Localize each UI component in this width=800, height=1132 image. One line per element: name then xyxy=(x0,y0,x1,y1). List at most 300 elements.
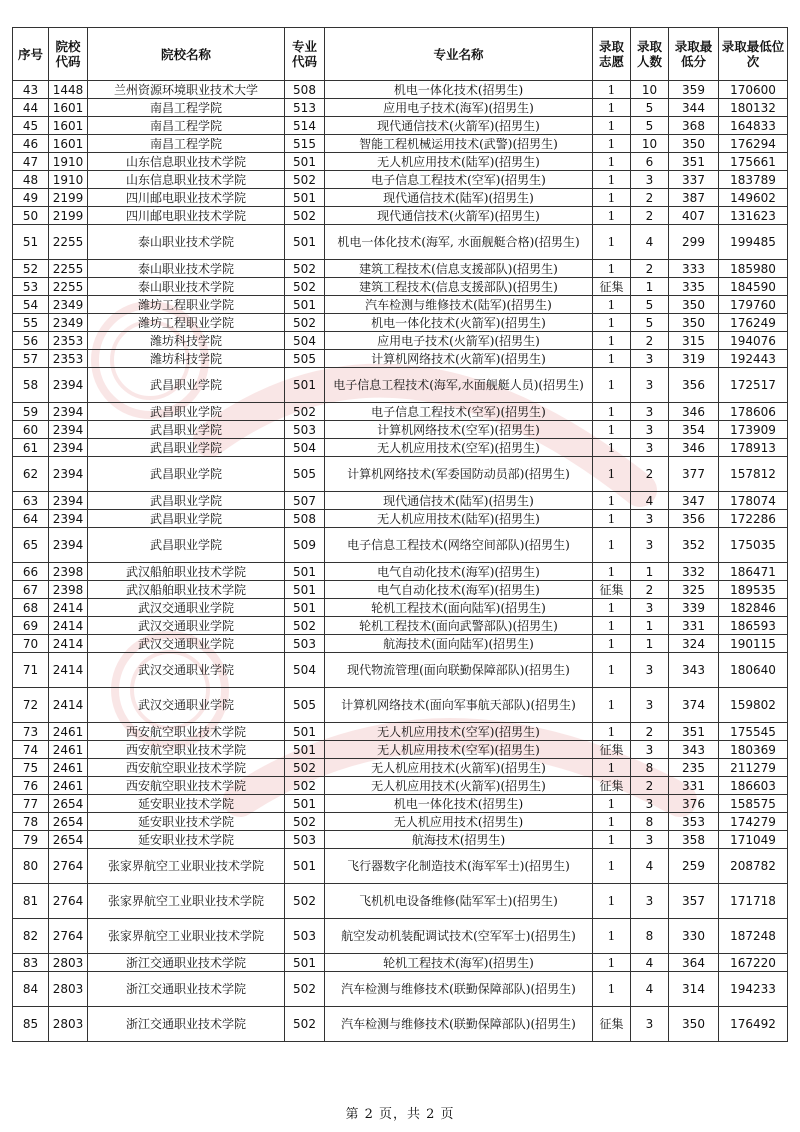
cell-min-score: 299 xyxy=(669,225,719,260)
cell-min-rank: 158575 xyxy=(719,795,788,813)
cell-min-rank: 149602 xyxy=(719,189,788,207)
cell-seq: 52 xyxy=(13,260,49,278)
cell-count: 5 xyxy=(631,314,669,332)
cell-seq: 67 xyxy=(13,581,49,599)
table-row xyxy=(13,171,788,189)
cell-min-rank: 167220 xyxy=(719,954,788,972)
cell-seq: 85 xyxy=(13,1007,49,1042)
cell-school-code: 2764 xyxy=(49,884,88,919)
header-school-code: 院校代码 xyxy=(49,28,88,81)
cell-major-name: 机电一体化技术(火箭军)(招男生) xyxy=(325,314,593,332)
cell-school-name: 南昌工程学院 xyxy=(88,99,285,117)
cell-major-name: 机电一体化技术(海军, 水面舰艇合格)(招男生) xyxy=(325,225,593,260)
cell-school-name: 武昌职业学院 xyxy=(88,528,285,563)
cell-major-code: 513 xyxy=(285,99,325,117)
cell-school-code: 1601 xyxy=(49,135,88,153)
table-body xyxy=(13,81,788,1042)
cell-volunteer: 1 xyxy=(593,99,631,117)
cell-school-name: 武汉交通职业学院 xyxy=(88,599,285,617)
cell-school-code: 2199 xyxy=(49,189,88,207)
table-row xyxy=(13,617,788,635)
cell-major-name: 航空发动机装配调试技术(空军军士)(招男生) xyxy=(325,919,593,954)
cell-major-name: 现代通信技术(陆军)(招男生) xyxy=(325,492,593,510)
cell-min-rank: 176249 xyxy=(719,314,788,332)
cell-school-name: 潍坊工程职业学院 xyxy=(88,296,285,314)
cell-min-rank: 208782 xyxy=(719,849,788,884)
cell-seq: 43 xyxy=(13,81,49,99)
cell-min-score: 339 xyxy=(669,599,719,617)
cell-min-score: 357 xyxy=(669,884,719,919)
cell-school-code: 2394 xyxy=(49,528,88,563)
cell-min-rank: 185980 xyxy=(719,260,788,278)
cell-min-score: 332 xyxy=(669,563,719,581)
cell-min-score: 346 xyxy=(669,403,719,421)
cell-min-score: 337 xyxy=(669,171,719,189)
cell-min-score: 333 xyxy=(669,260,719,278)
cell-count: 3 xyxy=(631,528,669,563)
cell-seq: 54 xyxy=(13,296,49,314)
cell-volunteer: 1 xyxy=(593,403,631,421)
cell-major-code: 501 xyxy=(285,563,325,581)
cell-min-score: 350 xyxy=(669,314,719,332)
cell-min-score: 344 xyxy=(669,99,719,117)
cell-volunteer: 1 xyxy=(593,599,631,617)
cell-volunteer: 1 xyxy=(593,617,631,635)
cell-school-name: 泰山职业技术学院 xyxy=(88,225,285,260)
cell-major-code: 504 xyxy=(285,439,325,457)
cell-min-score: 358 xyxy=(669,831,719,849)
cell-min-rank: 180369 xyxy=(719,741,788,759)
header-min-score: 录取最低分 xyxy=(669,28,719,81)
cell-volunteer: 1 xyxy=(593,350,631,368)
cell-seq: 74 xyxy=(13,741,49,759)
cell-volunteer: 1 xyxy=(593,189,631,207)
cell-count: 2 xyxy=(631,207,669,225)
cell-school-code: 2803 xyxy=(49,972,88,1007)
cell-school-name: 潍坊科技学院 xyxy=(88,332,285,350)
header-seq: 序号 xyxy=(13,28,49,81)
cell-major-name: 电气自动化技术(海军)(招男生) xyxy=(325,581,593,599)
cell-school-name: 山东信息职业技术学院 xyxy=(88,153,285,171)
table-row xyxy=(13,350,788,368)
cell-school-code: 2461 xyxy=(49,723,88,741)
cell-seq: 68 xyxy=(13,599,49,617)
cell-seq: 77 xyxy=(13,795,49,813)
cell-major-code: 509 xyxy=(285,528,325,563)
cell-seq: 62 xyxy=(13,457,49,492)
cell-volunteer: 1 xyxy=(593,135,631,153)
cell-min-rank: 173909 xyxy=(719,421,788,439)
cell-volunteer: 1 xyxy=(593,954,631,972)
cell-school-code: 2394 xyxy=(49,439,88,457)
cell-seq: 53 xyxy=(13,278,49,296)
cell-seq: 46 xyxy=(13,135,49,153)
table-row xyxy=(13,635,788,653)
cell-school-name: 武昌职业学院 xyxy=(88,492,285,510)
header-school-name: 院校名称 xyxy=(88,28,285,81)
cell-school-name: 武昌职业学院 xyxy=(88,421,285,439)
cell-major-name: 机电一体化技术(招男生) xyxy=(325,81,593,99)
cell-seq: 78 xyxy=(13,813,49,831)
cell-major-code: 502 xyxy=(285,777,325,795)
cell-major-name: 应用电子技术(火箭军)(招男生) xyxy=(325,332,593,350)
cell-seq: 66 xyxy=(13,563,49,581)
cell-count: 3 xyxy=(631,741,669,759)
cell-volunteer: 1 xyxy=(593,457,631,492)
cell-seq: 63 xyxy=(13,492,49,510)
cell-min-score: 350 xyxy=(669,296,719,314)
cell-min-score: 351 xyxy=(669,153,719,171)
cell-school-code: 2764 xyxy=(49,919,88,954)
cell-volunteer: 1 xyxy=(593,849,631,884)
cell-count: 5 xyxy=(631,117,669,135)
cell-count: 8 xyxy=(631,919,669,954)
cell-major-name: 机电一体化技术(招男生) xyxy=(325,795,593,813)
cell-volunteer: 1 xyxy=(593,296,631,314)
cell-major-code: 501 xyxy=(285,599,325,617)
cell-volunteer: 1 xyxy=(593,813,631,831)
cell-school-name: 四川邮电职业技术学院 xyxy=(88,207,285,225)
cell-school-code: 2394 xyxy=(49,421,88,439)
cell-count: 1 xyxy=(631,635,669,653)
cell-min-score: 235 xyxy=(669,759,719,777)
admission-table xyxy=(12,27,788,1042)
cell-min-rank: 172286 xyxy=(719,510,788,528)
cell-major-code: 514 xyxy=(285,117,325,135)
cell-min-score: 325 xyxy=(669,581,719,599)
cell-count: 3 xyxy=(631,350,669,368)
cell-major-code: 502 xyxy=(285,759,325,777)
cell-volunteer: 1 xyxy=(593,225,631,260)
cell-seq: 83 xyxy=(13,954,49,972)
cell-seq: 51 xyxy=(13,225,49,260)
cell-min-rank: 175035 xyxy=(719,528,788,563)
cell-min-rank: 164833 xyxy=(719,117,788,135)
cell-min-score: 324 xyxy=(669,635,719,653)
cell-major-code: 501 xyxy=(285,849,325,884)
cell-major-code: 502 xyxy=(285,207,325,225)
cell-school-name: 武汉交通职业学院 xyxy=(88,653,285,688)
cell-volunteer: 1 xyxy=(593,759,631,777)
cell-major-code: 508 xyxy=(285,81,325,99)
table-row xyxy=(13,849,788,884)
cell-min-rank: 199485 xyxy=(719,225,788,260)
cell-major-code: 503 xyxy=(285,635,325,653)
table-row xyxy=(13,653,788,688)
cell-major-name: 汽车检测与维修技术(陆军)(招男生) xyxy=(325,296,593,314)
cell-major-code: 515 xyxy=(285,135,325,153)
cell-volunteer: 征集 xyxy=(593,278,631,296)
cell-count: 3 xyxy=(631,510,669,528)
cell-school-code: 2349 xyxy=(49,314,88,332)
cell-min-score: 364 xyxy=(669,954,719,972)
cell-school-code: 1601 xyxy=(49,99,88,117)
cell-min-rank: 182846 xyxy=(719,599,788,617)
cell-volunteer: 1 xyxy=(593,635,631,653)
cell-school-name: 泰山职业技术学院 xyxy=(88,260,285,278)
cell-major-code: 501 xyxy=(285,225,325,260)
header-count: 录取人数 xyxy=(631,28,669,81)
cell-school-name: 武汉船舶职业技术学院 xyxy=(88,581,285,599)
cell-school-name: 张家界航空工业职业技术学院 xyxy=(88,919,285,954)
cell-major-name: 汽车检测与维修技术(联勤保障部队)(招男生) xyxy=(325,972,593,1007)
cell-count: 4 xyxy=(631,225,669,260)
cell-major-name: 现代物流管理(面向联勤保障部队)(招男生) xyxy=(325,653,593,688)
cell-min-rank: 171049 xyxy=(719,831,788,849)
cell-major-code: 501 xyxy=(285,368,325,403)
cell-school-code: 2414 xyxy=(49,688,88,723)
cell-min-score: 315 xyxy=(669,332,719,350)
cell-min-rank: 184590 xyxy=(719,278,788,296)
cell-volunteer: 1 xyxy=(593,563,631,581)
table-row xyxy=(13,99,788,117)
cell-school-code: 1910 xyxy=(49,153,88,171)
cell-min-score: 376 xyxy=(669,795,719,813)
cell-count: 3 xyxy=(631,795,669,813)
cell-seq: 47 xyxy=(13,153,49,171)
table-row xyxy=(13,972,788,1007)
cell-count: 3 xyxy=(631,368,669,403)
cell-school-name: 潍坊工程职业学院 xyxy=(88,314,285,332)
cell-min-rank: 159802 xyxy=(719,688,788,723)
cell-school-code: 2414 xyxy=(49,635,88,653)
table-row xyxy=(13,153,788,171)
header-major-name: 专业名称 xyxy=(325,28,593,81)
cell-major-code: 502 xyxy=(285,403,325,421)
cell-major-name: 无人机应用技术(火箭军)(招男生) xyxy=(325,759,593,777)
cell-min-rank: 186471 xyxy=(719,563,788,581)
cell-major-code: 501 xyxy=(285,723,325,741)
cell-school-name: 延安职业技术学院 xyxy=(88,795,285,813)
cell-school-name: 西安航空职业技术学院 xyxy=(88,759,285,777)
cell-min-rank: 192443 xyxy=(719,350,788,368)
cell-min-score: 368 xyxy=(669,117,719,135)
cell-min-score: 374 xyxy=(669,688,719,723)
table-row xyxy=(13,368,788,403)
cell-seq: 45 xyxy=(13,117,49,135)
cell-min-score: 352 xyxy=(669,528,719,563)
cell-count: 5 xyxy=(631,296,669,314)
cell-school-name: 张家界航空工业职业技术学院 xyxy=(88,849,285,884)
cell-min-rank: 194076 xyxy=(719,332,788,350)
cell-min-score: 331 xyxy=(669,777,719,795)
cell-count: 6 xyxy=(631,153,669,171)
cell-school-name: 西安航空职业技术学院 xyxy=(88,777,285,795)
table-row xyxy=(13,314,788,332)
cell-min-score: 331 xyxy=(669,617,719,635)
cell-school-name: 武昌职业学院 xyxy=(88,368,285,403)
cell-school-code: 2803 xyxy=(49,954,88,972)
cell-count: 3 xyxy=(631,403,669,421)
cell-min-score: 387 xyxy=(669,189,719,207)
table-row xyxy=(13,581,788,599)
cell-major-name: 建筑工程技术(信息支援部队)(招男生) xyxy=(325,260,593,278)
cell-school-name: 延安职业技术学院 xyxy=(88,831,285,849)
table-row xyxy=(13,225,788,260)
cell-count: 10 xyxy=(631,135,669,153)
cell-count: 3 xyxy=(631,439,669,457)
cell-school-name: 泰山职业技术学院 xyxy=(88,278,285,296)
cell-seq: 76 xyxy=(13,777,49,795)
cell-major-code: 502 xyxy=(285,617,325,635)
cell-major-code: 502 xyxy=(285,972,325,1007)
cell-count: 3 xyxy=(631,171,669,189)
cell-count: 2 xyxy=(631,723,669,741)
cell-min-rank: 172517 xyxy=(719,368,788,403)
cell-school-name: 潍坊科技学院 xyxy=(88,350,285,368)
cell-major-code: 502 xyxy=(285,813,325,831)
cell-school-name: 武汉交通职业学院 xyxy=(88,635,285,653)
cell-seq: 65 xyxy=(13,528,49,563)
table-row xyxy=(13,81,788,99)
cell-major-code: 501 xyxy=(285,153,325,171)
cell-school-code: 2803 xyxy=(49,1007,88,1042)
cell-seq: 64 xyxy=(13,510,49,528)
table-row xyxy=(13,260,788,278)
cell-min-rank: 186593 xyxy=(719,617,788,635)
cell-volunteer: 1 xyxy=(593,153,631,171)
cell-major-code: 501 xyxy=(285,795,325,813)
cell-school-code: 2461 xyxy=(49,741,88,759)
cell-school-name: 浙江交通职业技术学院 xyxy=(88,954,285,972)
cell-min-rank: 178606 xyxy=(719,403,788,421)
cell-count: 2 xyxy=(631,189,669,207)
cell-major-name: 智能工程机械运用技术(武警)(招男生) xyxy=(325,135,593,153)
cell-school-code: 2255 xyxy=(49,278,88,296)
cell-seq: 58 xyxy=(13,368,49,403)
cell-seq: 70 xyxy=(13,635,49,653)
cell-volunteer: 征集 xyxy=(593,777,631,795)
cell-major-code: 507 xyxy=(285,492,325,510)
table-row xyxy=(13,563,788,581)
cell-school-code: 2394 xyxy=(49,368,88,403)
table-row xyxy=(13,723,788,741)
cell-min-rank: 175661 xyxy=(719,153,788,171)
table-row xyxy=(13,457,788,492)
cell-min-score: 346 xyxy=(669,439,719,457)
cell-min-score: 330 xyxy=(669,919,719,954)
cell-major-name: 电气自动化技术(海军)(招男生) xyxy=(325,563,593,581)
cell-volunteer: 1 xyxy=(593,919,631,954)
cell-volunteer: 1 xyxy=(593,831,631,849)
cell-min-score: 359 xyxy=(669,81,719,99)
cell-min-rank: 187248 xyxy=(719,919,788,954)
cell-min-score: 335 xyxy=(669,278,719,296)
cell-major-code: 501 xyxy=(285,581,325,599)
cell-min-rank: 179760 xyxy=(719,296,788,314)
cell-school-code: 2394 xyxy=(49,492,88,510)
cell-major-name: 飞行器数字化制造技术(海军军士)(招男生) xyxy=(325,849,593,884)
cell-major-name: 现代通信技术(火箭军)(招男生) xyxy=(325,207,593,225)
cell-major-code: 502 xyxy=(285,884,325,919)
cell-major-name: 飞机机电设备维修(陆军军士)(招男生) xyxy=(325,884,593,919)
cell-count: 2 xyxy=(631,777,669,795)
cell-seq: 49 xyxy=(13,189,49,207)
cell-min-rank: 170600 xyxy=(719,81,788,99)
cell-major-code: 501 xyxy=(285,954,325,972)
cell-major-name: 轮机工程技术(海军)(招男生) xyxy=(325,954,593,972)
cell-school-code: 1910 xyxy=(49,171,88,189)
cell-min-rank: 178074 xyxy=(719,492,788,510)
cell-seq: 60 xyxy=(13,421,49,439)
cell-school-name: 武昌职业学院 xyxy=(88,439,285,457)
cell-volunteer: 征集 xyxy=(593,581,631,599)
cell-count: 4 xyxy=(631,954,669,972)
cell-volunteer: 1 xyxy=(593,207,631,225)
cell-major-name: 电子信息工程技术(空军)(招男生) xyxy=(325,171,593,189)
cell-count: 3 xyxy=(631,653,669,688)
cell-min-rank: 176294 xyxy=(719,135,788,153)
cell-min-score: 407 xyxy=(669,207,719,225)
table-row xyxy=(13,1007,788,1042)
cell-volunteer: 1 xyxy=(593,653,631,688)
page-footer: 第 2 页，共 2 页 xyxy=(345,1107,455,1122)
cell-count: 5 xyxy=(631,99,669,117)
cell-major-code: 503 xyxy=(285,421,325,439)
cell-major-name: 无人机应用技术(空军)(招男生) xyxy=(325,723,593,741)
cell-count: 4 xyxy=(631,849,669,884)
cell-major-name: 计算机网络技术(空军)(招男生) xyxy=(325,421,593,439)
cell-seq: 82 xyxy=(13,919,49,954)
cell-major-code: 505 xyxy=(285,350,325,368)
cell-volunteer: 1 xyxy=(593,260,631,278)
cell-count: 2 xyxy=(631,332,669,350)
cell-school-name: 四川邮电职业技术学院 xyxy=(88,189,285,207)
cell-major-code: 502 xyxy=(285,260,325,278)
cell-min-rank: 157812 xyxy=(719,457,788,492)
cell-count: 1 xyxy=(631,278,669,296)
cell-seq: 73 xyxy=(13,723,49,741)
cell-major-code: 503 xyxy=(285,831,325,849)
cell-volunteer: 1 xyxy=(593,421,631,439)
cell-min-score: 354 xyxy=(669,421,719,439)
cell-seq: 81 xyxy=(13,884,49,919)
cell-count: 1 xyxy=(631,617,669,635)
cell-min-rank: 175545 xyxy=(719,723,788,741)
cell-major-code: 501 xyxy=(285,741,325,759)
cell-school-code: 2461 xyxy=(49,759,88,777)
table-row xyxy=(13,510,788,528)
table-row xyxy=(13,207,788,225)
cell-major-name: 电子信息工程技术(海军,水面舰艇人员)(招男生) xyxy=(325,368,593,403)
cell-major-name: 计算机网络技术(火箭军)(招男生) xyxy=(325,350,593,368)
cell-major-name: 现代通信技术(陆军)(招男生) xyxy=(325,189,593,207)
cell-count: 3 xyxy=(631,884,669,919)
cell-school-code: 2255 xyxy=(49,225,88,260)
cell-school-code: 2414 xyxy=(49,653,88,688)
cell-school-code: 2394 xyxy=(49,510,88,528)
cell-major-name: 无人机应用技术(火箭军)(招男生) xyxy=(325,777,593,795)
cell-min-score: 351 xyxy=(669,723,719,741)
cell-major-name: 电子信息工程技术(网络空间部队)(招男生) xyxy=(325,528,593,563)
cell-major-name: 无人机应用技术(空军)(招男生) xyxy=(325,741,593,759)
cell-school-code: 2199 xyxy=(49,207,88,225)
cell-count: 10 xyxy=(631,81,669,99)
table-row xyxy=(13,403,788,421)
cell-seq: 72 xyxy=(13,688,49,723)
table-row xyxy=(13,599,788,617)
cell-seq: 44 xyxy=(13,99,49,117)
cell-count: 3 xyxy=(631,421,669,439)
table-row xyxy=(13,884,788,919)
cell-seq: 55 xyxy=(13,314,49,332)
cell-major-name: 航海技术(招男生) xyxy=(325,831,593,849)
cell-seq: 79 xyxy=(13,831,49,849)
cell-major-code: 504 xyxy=(285,653,325,688)
cell-min-rank: 178913 xyxy=(719,439,788,457)
table-header-row xyxy=(13,28,788,81)
cell-volunteer: 1 xyxy=(593,510,631,528)
